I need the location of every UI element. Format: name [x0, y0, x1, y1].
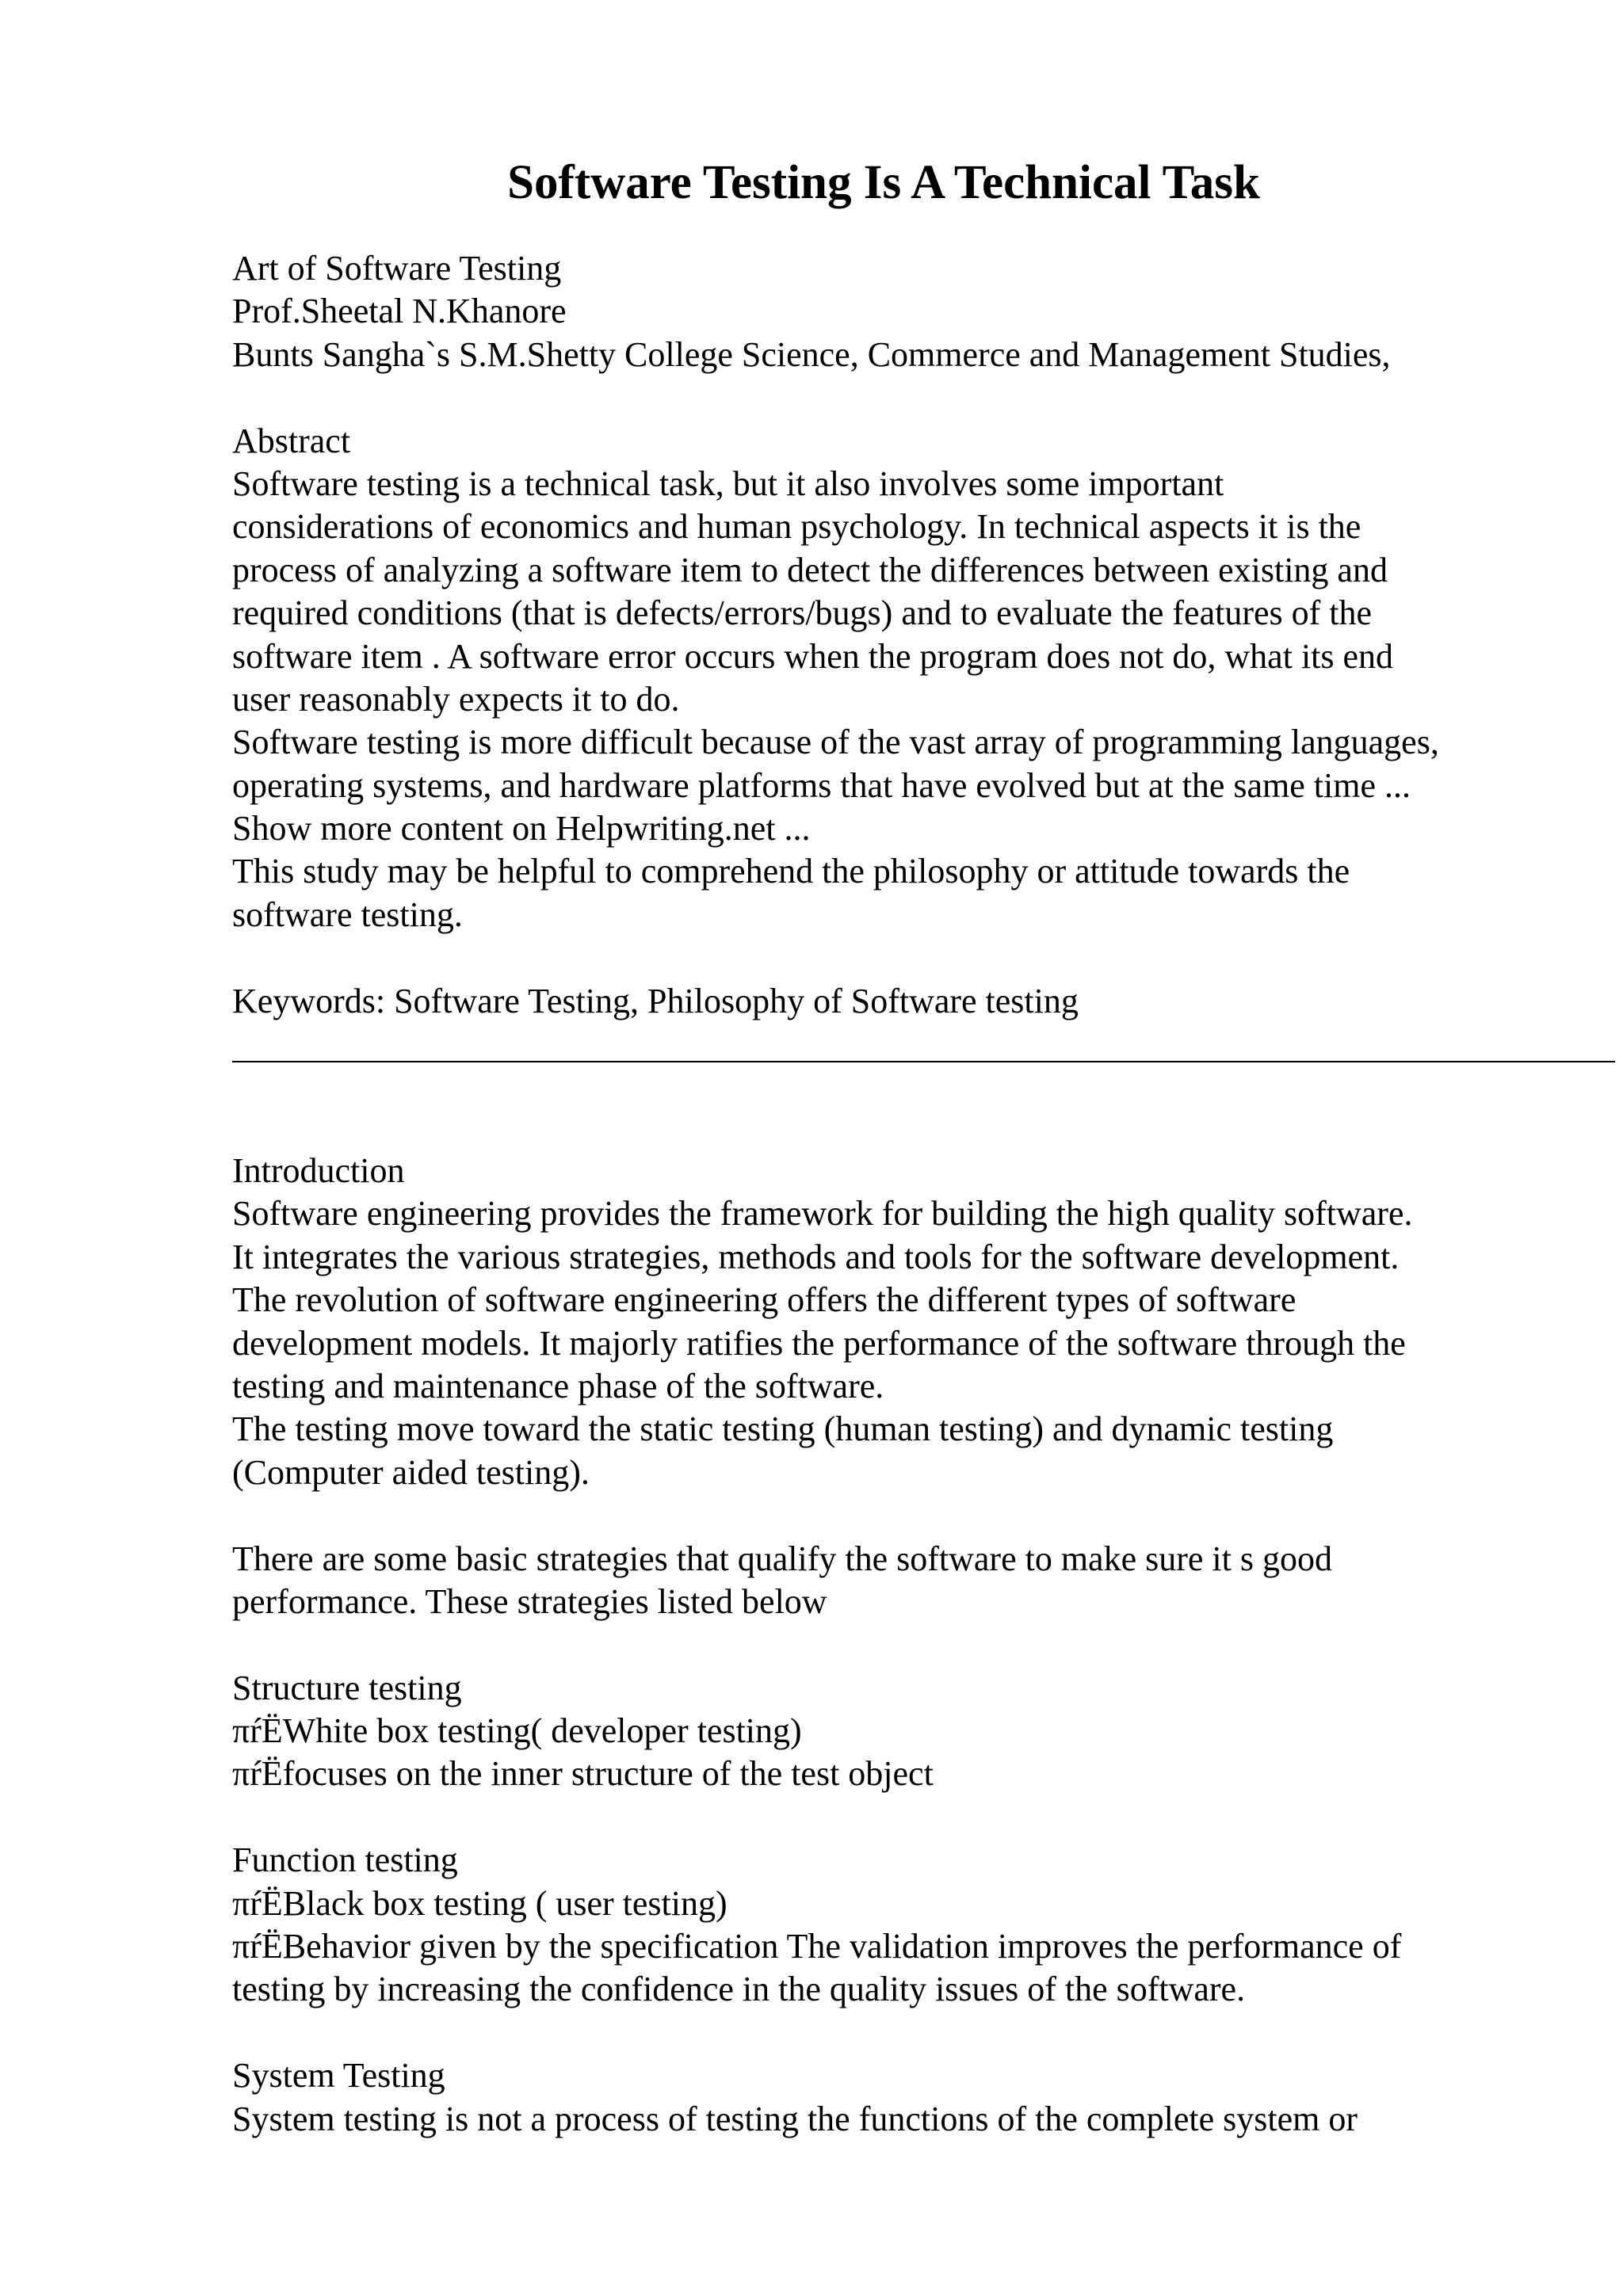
- function-testing-item: πŕËBlack box testing ( user testing): [232, 1883, 727, 1923]
- introduction-heading: Introduction: [232, 1151, 405, 1190]
- introduction-line: testing and maintenance phase of the software.: [232, 1366, 884, 1405]
- abstract-line: software item . A software error occurs when the program does not do, what its end: [232, 636, 1394, 676]
- structure-testing-item: πŕËWhite box testing( developer testing): [232, 1711, 802, 1751]
- abstract-line: user reasonably expects it to do.: [232, 679, 680, 719]
- introduction-line: It integrates the various strategies, methods and tools for the software development.: [232, 1237, 1400, 1276]
- abstract-line: considerations of economics and human psychology. In technical aspects it is the: [232, 507, 1361, 547]
- introduction-line: development models. It majorly ratifies the performance of the software through the: [232, 1323, 1406, 1363]
- abstract-heading: Abstract: [232, 421, 351, 460]
- show-more-line: Show more content on Helpwriting.net ...: [232, 809, 811, 849]
- keywords-line: Keywords: Software Testing, Philosophy of Software testing: [232, 981, 1079, 1020]
- strategies-line: performance. These strategies listed below: [232, 1581, 827, 1621]
- abstract-line: Software testing is more difficult because of the vast array of programming languages,: [232, 723, 1439, 762]
- introduction-line: Software engineering provides the framework for building the high quality software.: [232, 1194, 1413, 1234]
- function-testing-heading: Function testing: [232, 1840, 458, 1880]
- abstract-line: software testing.: [232, 894, 463, 934]
- structure-testing-item: πŕËfocuses on the inner structure of the test object: [232, 1754, 934, 1794]
- spacer: [232, 2012, 1611, 2054]
- introduction-line: The revolution of software engineering offers the different types of software: [232, 1280, 1296, 1320]
- author-name: Prof.Sheetal N.Khanore: [232, 292, 567, 331]
- horizontal-rule: [232, 1061, 1615, 1062]
- abstract-line: required conditions (that is defects/errors/bugs) and to evaluate the features of the: [232, 593, 1373, 633]
- introduction-line: The testing move toward the static testing (human testing) and dynamic testing: [232, 1409, 1334, 1449]
- spacer: [232, 376, 1611, 419]
- abstract-line: This study may be helpful to comprehend the philosophy or attitude towards the: [232, 852, 1350, 891]
- front-matter: [232, 247, 1611, 1023]
- course-name: Art of Software Testing: [232, 249, 562, 288]
- structure-testing-heading: Structure testing: [232, 1668, 462, 1707]
- spacer: [232, 1796, 1611, 1839]
- strategies-line: There are some basic strategies that qualify the software to make sure it s good: [232, 1539, 1332, 1578]
- function-testing-item: testing by increasing the confidence in the quality issues of the software.: [232, 1970, 1246, 2009]
- system-testing-heading: System Testing: [232, 2056, 445, 2096]
- abstract-line: operating systems, and hardware platforms that have evolved but at the same time ...: [232, 765, 1411, 805]
- body-sections: [232, 1150, 1611, 2141]
- introduction-line: (Computer aided testing).: [232, 1452, 590, 1492]
- system-testing-line: System testing is not a process of testing the functions of the complete system or: [232, 2099, 1358, 2138]
- abstract-line: process of analyzing a software item to detect the differences between existing and: [232, 550, 1388, 589]
- affiliation: Bunts Sangha`s S.M.Shetty College Science, Commerce and Management Studies,: [232, 334, 1391, 374]
- abstract-line: Software testing is a technical task, but it also involves some important: [232, 463, 1224, 503]
- spacer: [232, 1494, 1611, 1537]
- spacer: [232, 1623, 1611, 1666]
- function-testing-item: πŕËBehavior given by the specification The validation improves the performance of: [232, 1927, 1402, 1966]
- spacer: [232, 936, 1611, 979]
- document-title: Software Testing Is A Technical Task: [507, 156, 1260, 209]
